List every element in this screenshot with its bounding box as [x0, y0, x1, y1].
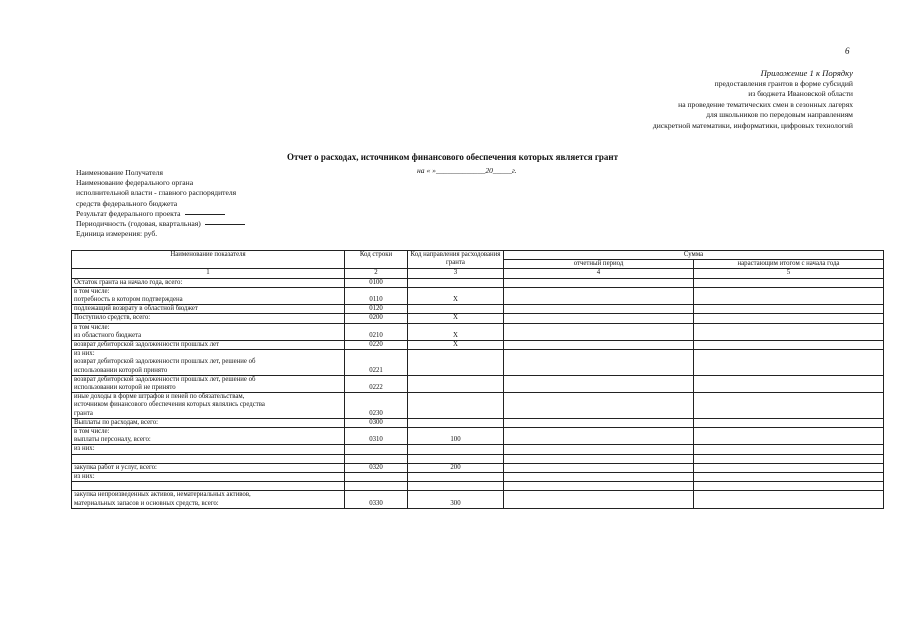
row-code	[345, 482, 408, 491]
row-code: 0222	[345, 375, 408, 392]
indicator-name-line: потребность в котором подтверждена	[74, 296, 183, 304]
appendix-line: для школьников по передовым направлениям	[706, 110, 853, 120]
period-amount-cell	[504, 473, 694, 482]
indicator-name-line: из них:	[74, 350, 95, 358]
direction-code: 300	[408, 491, 504, 508]
cumulative-amount-cell	[694, 375, 884, 392]
page-number: 6	[845, 46, 850, 56]
indicator-name-line: возврат дебиторской задолженности прошлых лет, решение об	[74, 358, 256, 366]
indicator-name-line: использовании которой не принято	[74, 384, 176, 392]
meta-periodicity: Периодичность (годовая, квартальная)	[76, 219, 245, 229]
table-row	[72, 473, 884, 482]
meta-recipient: Наименование Получателя	[76, 168, 163, 177]
period-amount-cell	[504, 305, 694, 314]
period-amount-cell	[504, 323, 694, 340]
row-code: 0221	[345, 350, 408, 376]
indicator-name	[72, 323, 345, 340]
table-row	[72, 305, 884, 314]
cumulative-amount-cell	[694, 350, 884, 376]
meta-project-result: Результат федерального проекта	[76, 209, 245, 219]
row-code: 0320	[345, 463, 408, 472]
row-code: 0300	[345, 418, 408, 427]
indicator-name-line: из них:	[74, 445, 95, 453]
header-indicator-name: Наименование показателя	[72, 251, 345, 269]
column-number: 1	[72, 269, 345, 278]
appendix-line: предоставления грантов в форме субсидий	[714, 78, 853, 88]
table-row	[72, 341, 884, 350]
table-row	[72, 418, 884, 427]
direction-code	[408, 482, 504, 491]
column-number: 3	[408, 269, 504, 278]
table-row	[72, 463, 884, 472]
table-row	[72, 454, 884, 463]
table-row	[72, 278, 884, 287]
period-amount-cell	[504, 314, 694, 323]
indicator-name-line: Выплаты по расходам, всего:	[74, 418, 158, 426]
cumulative-amount-cell	[694, 463, 884, 472]
column-number: 4	[504, 269, 694, 278]
indicator-name	[72, 454, 345, 463]
appendix-line: дискретной математики, информатики, цифровых технологий	[652, 120, 853, 130]
indicator-name-line: закупка работ и услуг, всего:	[74, 463, 157, 471]
cumulative-amount-cell	[694, 305, 884, 314]
table-row	[72, 375, 884, 392]
appendix-line: из бюджета Ивановской области	[748, 89, 853, 99]
row-code: 0200	[345, 314, 408, 323]
indicator-name-line: возврат дебиторской задолженности прошлых лет	[74, 341, 220, 349]
period-amount-cell	[504, 445, 694, 454]
indicator-name-line: Остаток гранта на начало года, всего:	[74, 278, 183, 286]
direction-code: X	[408, 314, 504, 323]
indicator-name-line: иные доходы в форме штрафов и пеней по обязательствам,	[74, 393, 245, 401]
direction-code	[408, 418, 504, 427]
indicator-name	[72, 491, 345, 508]
direction-code	[408, 375, 504, 392]
table-row	[72, 491, 884, 508]
table-row	[72, 445, 884, 454]
period-amount-cell	[504, 482, 694, 491]
cumulative-amount-cell	[694, 314, 884, 323]
table-row	[72, 428, 884, 445]
table-row	[72, 314, 884, 323]
indicator-name	[72, 375, 345, 392]
row-code: 0220	[345, 341, 408, 350]
period-amount-cell	[504, 278, 694, 287]
period-amount-cell	[504, 393, 694, 419]
appendix-line: на проведение тематических смен в сезонных лагерях	[678, 99, 853, 109]
indicator-name-line: гранта	[74, 409, 93, 417]
row-code: 0100	[345, 278, 408, 287]
direction-code	[408, 473, 504, 482]
header-cumulative: нарастающим итогом с начала года	[694, 260, 884, 269]
indicator-name	[72, 350, 345, 376]
column-number: 2	[345, 269, 408, 278]
row-code: 0210	[345, 323, 408, 340]
appendix-title: Приложение 1 к Порядку	[760, 68, 853, 78]
period-amount-cell	[504, 428, 694, 445]
row-code: 0330	[345, 491, 408, 508]
report-date-line: на « »_____________20_____г.	[417, 166, 517, 175]
indicator-name	[72, 445, 345, 454]
cumulative-amount-cell	[694, 393, 884, 419]
cumulative-amount-cell	[694, 418, 884, 427]
direction-code	[408, 305, 504, 314]
table-row	[72, 393, 884, 419]
row-code	[345, 445, 408, 454]
indicator-name	[72, 278, 345, 287]
indicator-name-line: закупка непроизведенных активов, нематериальных активов,	[74, 491, 251, 499]
report-title: Отчет о расходах, источником финансового обеспечения которых является грант	[286, 152, 619, 162]
table-row	[72, 287, 884, 304]
indicator-name	[72, 473, 345, 482]
table-row	[72, 482, 884, 491]
meta-federal-body-line3: средств федерального бюджета	[76, 198, 178, 208]
cumulative-amount-cell	[694, 278, 884, 287]
header-row-code: Код строки	[345, 251, 408, 269]
indicator-name-line: в том числе:	[74, 323, 110, 331]
direction-code	[408, 278, 504, 287]
indicator-name-line: из областного бюджета	[74, 331, 142, 339]
indicator-name-line: материальных запасов и основных средств, всего:	[74, 499, 219, 507]
direction-code: 200	[408, 463, 504, 472]
direction-code	[408, 454, 504, 463]
indicator-name-line: выплаты персоналу, всего:	[74, 436, 151, 444]
period-amount-cell	[504, 418, 694, 427]
appendix-block	[653, 68, 853, 132]
cumulative-amount-cell	[694, 445, 884, 454]
indicator-name-line: использовании которой принято	[74, 366, 168, 374]
table-row	[72, 350, 884, 376]
indicator-name	[72, 418, 345, 427]
period-amount-cell	[504, 350, 694, 376]
direction-code: X	[408, 341, 504, 350]
row-code: 0120	[345, 305, 408, 314]
meta-unit: Единица измерения: руб.	[76, 229, 158, 239]
report-table-wrap	[71, 250, 884, 509]
cumulative-amount-cell	[694, 287, 884, 304]
header-sum: Сумма	[504, 251, 884, 260]
indicator-name-line: Поступило средств, всего:	[74, 314, 151, 322]
direction-code: 100	[408, 428, 504, 445]
indicator-name	[72, 463, 345, 472]
cumulative-amount-cell	[694, 454, 884, 463]
fill-blank	[205, 224, 245, 225]
period-amount-cell	[504, 463, 694, 472]
recipient-meta	[76, 168, 245, 239]
period-amount-cell	[504, 454, 694, 463]
table-row	[72, 323, 884, 340]
direction-code	[408, 445, 504, 454]
indicator-name	[72, 305, 345, 314]
indicator-name-line: в том числе:	[74, 428, 110, 436]
header-reporting-period: отчетный период	[504, 260, 694, 269]
meta-federal-body-line2: исполнительной власти - главного распорядителя	[76, 188, 237, 198]
period-amount-cell	[504, 491, 694, 508]
direction-code: X	[408, 287, 504, 304]
row-code: 0230	[345, 393, 408, 419]
indicator-name	[72, 314, 345, 323]
indicator-name-line: подлежащий возврату в областной бюджет	[74, 305, 198, 313]
row-code: 0110	[345, 287, 408, 304]
header-row	[72, 251, 884, 260]
indicator-name-line	[74, 455, 342, 463]
indicator-name-line: источником финансового обеспечения которых являлись средства	[74, 401, 265, 409]
indicator-name-line: из них:	[74, 473, 95, 481]
cumulative-amount-cell	[694, 473, 884, 482]
direction-code	[408, 393, 504, 419]
indicator-name	[72, 287, 345, 304]
cumulative-amount-cell	[694, 341, 884, 350]
direction-code	[408, 350, 504, 376]
header-direction-code: Код направления расходования гранта	[408, 251, 504, 269]
indicator-name	[72, 482, 345, 491]
row-code	[345, 473, 408, 482]
column-number-row	[72, 269, 884, 278]
indicator-name-line	[74, 482, 342, 490]
period-amount-cell	[504, 287, 694, 304]
table-body	[72, 278, 884, 508]
fill-blank	[185, 214, 225, 215]
cumulative-amount-cell	[694, 323, 884, 340]
indicator-name-line: в том числе:	[74, 287, 110, 295]
period-amount-cell	[504, 375, 694, 392]
column-number: 5	[694, 269, 884, 278]
direction-code: X	[408, 323, 504, 340]
indicator-name	[72, 341, 345, 350]
period-amount-cell	[504, 341, 694, 350]
cumulative-amount-cell	[694, 491, 884, 508]
indicator-name	[72, 393, 345, 419]
row-code: 0310	[345, 428, 408, 445]
row-code	[345, 454, 408, 463]
cumulative-amount-cell	[694, 482, 884, 491]
report-table	[71, 250, 884, 509]
indicator-name-line: возврат дебиторской задолженности прошлых лет, решение об	[74, 375, 256, 383]
indicator-name	[72, 428, 345, 445]
meta-federal-body: Наименование федерального органа	[76, 178, 194, 188]
cumulative-amount-cell	[694, 428, 884, 445]
